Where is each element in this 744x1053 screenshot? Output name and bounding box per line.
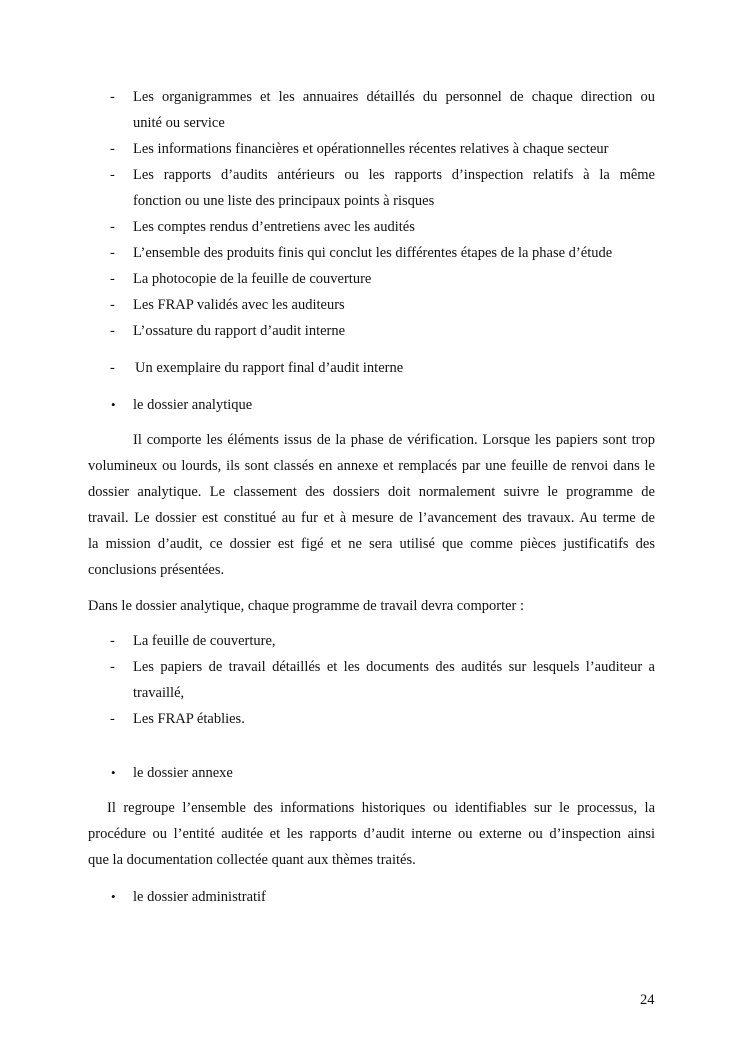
- paragraph-line: travail. Le dossier est constitué au fur et à mesure de l’avancement des travaux. Au terme de: [88, 510, 655, 526]
- list-item-line: La photocopie de la feuille de couverture: [133, 271, 372, 287]
- list-dash: -: [110, 360, 115, 376]
- list-item-line: Les papiers de travail détaillés et les documents des audités sur lesquels l’auditeur a: [133, 659, 655, 675]
- list-item-line: L’ensemble des produits finis qui conclut les différentes étapes de la phase d’étude: [133, 245, 613, 261]
- bullet-icon: •: [111, 397, 116, 412]
- paragraph-line: volumineux ou lourds, ils sont classés en annexe et remplacés par une feuille de renvoi dans le: [88, 458, 655, 474]
- list-dash: -: [110, 245, 115, 261]
- list-dash: -: [110, 633, 115, 649]
- list-dash: -: [110, 659, 115, 675]
- bullet-icon: •: [111, 765, 116, 780]
- list-item-line: Les rapports d’audits antérieurs ou les rapports d’inspection relatifs à la même: [133, 167, 655, 183]
- list-item-line: unité ou service: [133, 115, 225, 131]
- section-heading-analytique: le dossier analytique: [133, 397, 253, 413]
- list-dash: -: [110, 219, 115, 235]
- list-dash: -: [110, 297, 115, 313]
- section-heading-administratif: le dossier administratif: [133, 889, 266, 905]
- paragraph-line: procédure ou l’entité auditée et les rapports d’audit interne ou externe ou d’inspection ainsi: [88, 826, 655, 842]
- page-number: 24: [640, 992, 655, 1008]
- list-dash: -: [110, 141, 115, 157]
- paragraph-line: dossier analytique. Le classement des dossiers doit normalement suivre le programme de: [88, 484, 655, 500]
- paragraph-programme: Dans le dossier analytique, chaque programme de travail devra comporter :: [88, 598, 525, 614]
- list-item-line: Les comptes rendus d’entretiens avec les audités: [133, 219, 415, 235]
- list-item-line: fonction ou une liste des principaux points à risques: [133, 193, 435, 209]
- list-item-line: travaillé,: [133, 685, 185, 701]
- paragraph-line: Il comporte les éléments issus de la phase de vérification. Lorsque les papiers sont trop: [133, 432, 655, 448]
- list-item-line: L’ossature du rapport d’audit interne: [133, 323, 346, 339]
- list-item-line: Les FRAP validés avec les auditeurs: [133, 297, 345, 313]
- list-dash: -: [110, 323, 115, 339]
- section-heading-annexe: le dossier annexe: [133, 765, 233, 781]
- paragraph-line: que la documentation collectée quant aux thèmes traités.: [88, 852, 416, 868]
- list-item-line: Un exemplaire du rapport final d’audit interne: [135, 360, 404, 376]
- list-dash: -: [110, 711, 115, 727]
- list-dash: -: [110, 271, 115, 287]
- list-dash: -: [110, 167, 115, 183]
- list-item-line: Les organigrammes et les annuaires détaillés du personnel de chaque direction ou: [133, 89, 655, 105]
- list-item-line: La feuille de couverture,: [133, 633, 276, 649]
- paragraph-line: Il regroupe l’ensemble des informations historiques ou identifiables sur le processus, la: [107, 800, 655, 816]
- bullet-icon: •: [111, 889, 116, 904]
- list-item-line: Les FRAP établies.: [133, 711, 245, 727]
- paragraph-line: conclusions présentées.: [88, 562, 225, 578]
- paragraph-line: la mission d’audit, ce dossier est figé et ne sera utilisé que comme pièces justificatifs des: [88, 536, 655, 552]
- list-item-line: Les informations financières et opérationnelles récentes relatives à chaque secteur: [133, 141, 609, 157]
- list-dash: -: [110, 89, 115, 105]
